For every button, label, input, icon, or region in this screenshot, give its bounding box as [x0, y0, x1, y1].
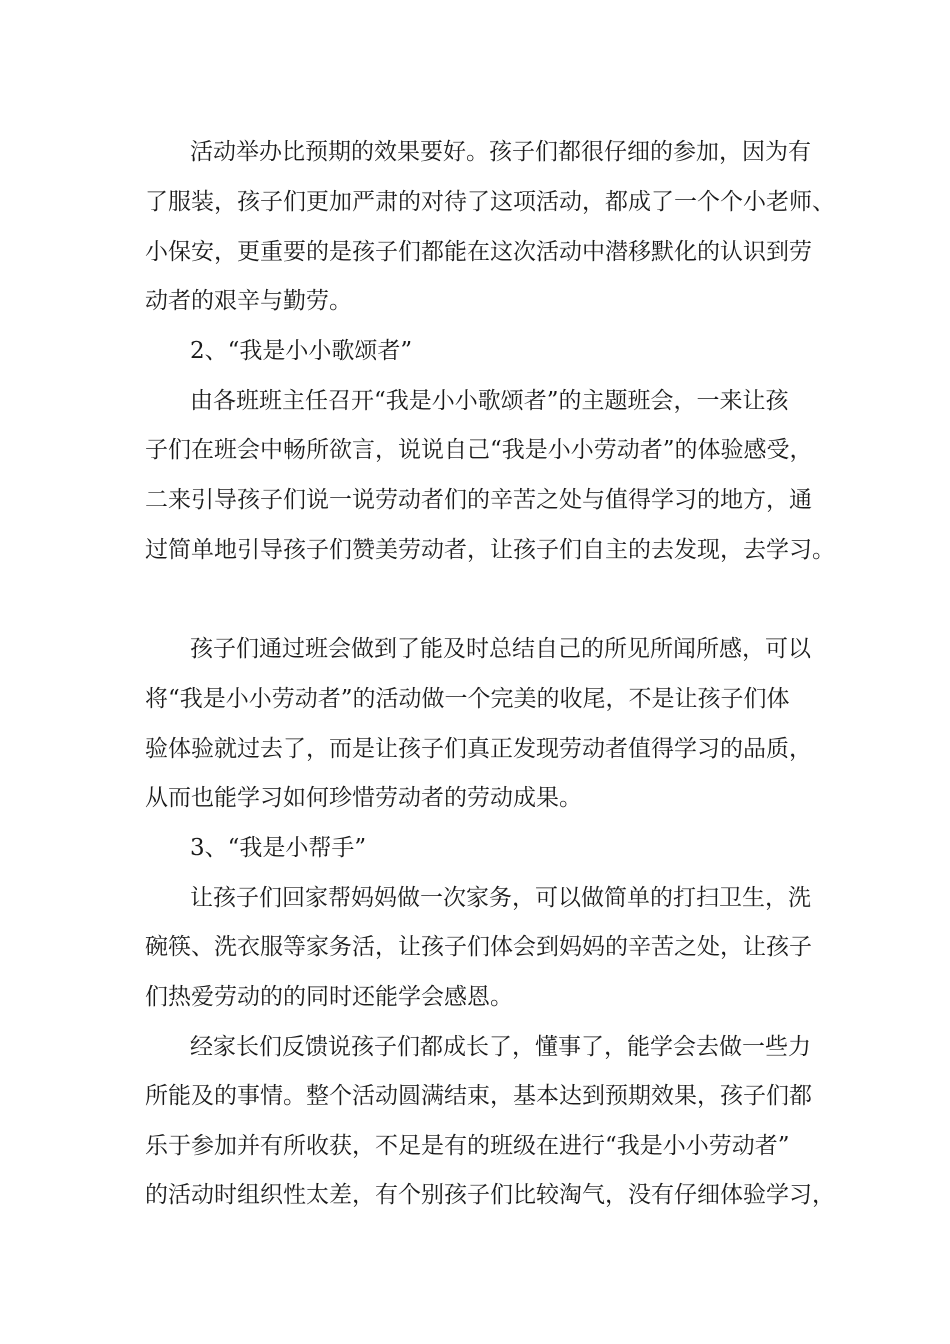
- paragraph-line: 们热爱劳动的的同时还能学会感恩。: [145, 984, 513, 1010]
- paragraph-line: 孩子们通过班会做到了能及时总结自己的所见所闻所感，可以: [190, 636, 811, 662]
- paragraph-line: 从而也能学习如何珍惜劳动者的劳动成果。: [145, 785, 582, 811]
- paragraph-line: 所能及的事情。整个活动圆满结束，基本达到预期效果，孩子们都: [145, 1083, 812, 1109]
- paragraph-line: 子们在班会中畅所欲言，说说自己“我是小小劳动者”的体验感受，: [145, 437, 813, 463]
- paragraph-line: 过简单地引导孩子们赞美劳动者，让孩子们自主的去发现，去学习。: [145, 537, 835, 563]
- paragraph-line: 动者的艰辛与勤劳。: [145, 288, 352, 314]
- section-heading: 3、“我是小帮手”: [190, 835, 367, 861]
- paragraph-line: 碗筷、洗衣服等家务活，让孩子们体会到妈妈的辛苦之处，让孩子: [145, 934, 812, 960]
- paragraph-line: 将“我是小小劳动者”的活动做一个完美的收尾，不是让孩子们体: [145, 686, 790, 712]
- paragraph-line: 经家长们反馈说孩子们都成长了，懂事了，能学会去做一些力: [190, 1034, 811, 1060]
- paragraph-line: 由各班班主任召开“我是小小歌颂者”的主题班会，一来让孩: [190, 388, 789, 414]
- section-heading: 2、“我是小小歌颂者”: [190, 338, 413, 364]
- paragraph-line: 验体验就过去了，而是让孩子们真正发现劳动者值得学习的品质，: [145, 736, 812, 762]
- paragraph-line: 的活动时组织性太差，有个别孩子们比较淘气，没有仔细体验学习，: [145, 1182, 835, 1208]
- paragraph-line: 让孩子们回家帮妈妈做一次家务，可以做简单的打扫卫生，洗: [190, 885, 811, 911]
- paragraph-line: 了服装，孩子们更加严肃的对待了这项活动，都成了一个个小老师、: [145, 189, 835, 215]
- paragraph-line: 乐于参加并有所收获，不足是有的班级在进行“我是小小劳动者”: [145, 1133, 790, 1159]
- paragraph-line: 活动举办比预期的效果要好。孩子们都很仔细的参加，因为有: [190, 139, 811, 165]
- paragraph-line: 小保安，更重要的是孩子们都能在这次活动中潜移默化的认识到劳: [145, 239, 812, 265]
- paragraph-line: 二来引导孩子们说一说劳动者们的辛苦之处与值得学习的地方，通: [145, 487, 812, 513]
